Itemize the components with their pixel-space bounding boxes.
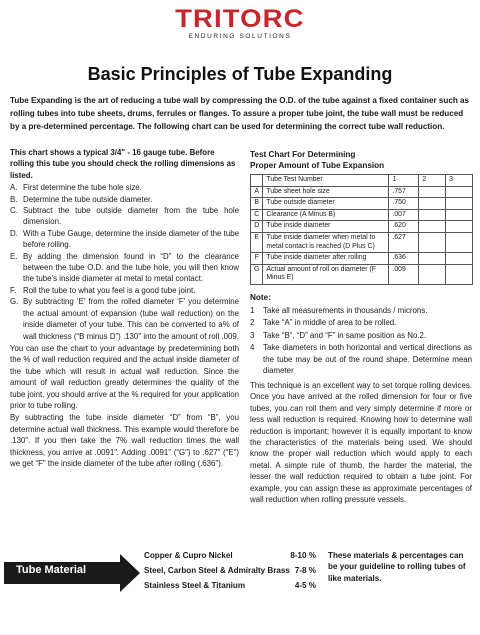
step-letter: D. [10,228,18,238]
row-key: F [251,253,263,265]
note-text: Take diameters in both horizontal and vertical directions as the tube may be out of the round shape. Determine mean diameter [263,343,472,376]
row-value-1: .620 [389,221,419,233]
row-desc: Tube inside diameter [263,221,389,233]
step-letter: F. [10,285,17,295]
row-value-2 [419,221,446,233]
row-value-3 [446,186,473,198]
step-text: First determine the tube hole size. [23,183,142,193]
lead-paragraph: This chart shows a typical 3/4" - 16 gauge tube. Before rolling this tube you should check the rolling dimensions as listed. [10,148,236,180]
material-name: Steel, Carbon Steel & Admiralty Brass [144,566,290,575]
brand-tagline: ENDURING SOLUTIONS [188,33,292,40]
guideline-note: These materials & percentages can be your guideline to rolling tubes of like materials. [328,551,466,583]
header-test-2: 2 [419,175,446,187]
material-name: Stainless Steel & Titanium [144,581,246,590]
row-value-2 [419,209,446,221]
material-row [144,565,316,576]
table-row [251,198,473,210]
table-row [251,232,473,252]
list-item [10,251,239,285]
row-desc: Tube outside diameter [263,198,389,210]
row-value-1: .009 [389,264,419,284]
chart-title [250,149,472,171]
material-row [144,580,316,591]
list-item [250,305,472,317]
row-value-3 [446,209,473,221]
step-text: Roll the tube to what you feel is a good tube joint. [23,285,196,295]
list-item [10,205,239,228]
header-blank [251,175,263,187]
note-number: 3 [250,330,255,340]
step-text: By adding the dimension found in “D” to the clearance between the tube O.D. and the tube hole, you will then know the tube’s inside diameter at metal to metal contact. [23,251,239,284]
material-name: Copper & Cupro Nickel [144,551,233,560]
row-key: C [251,209,263,221]
step-text: Determine the tube outside diameter. [23,194,153,204]
material-percent: 8-10 % [290,551,316,560]
row-desc: Tube inside diameter when metal to metal contact is reached (D Plus C) [263,232,389,252]
table-row [251,209,473,221]
list-item [250,330,472,342]
table-header-row [251,175,473,187]
table-row [251,264,473,284]
step-letter: C. [10,206,18,216]
row-value-1: .627 [389,232,419,252]
list-item [10,296,239,342]
row-desc: Clearance (A Minus B) [263,209,389,221]
page-title: Basic Principles of Tube Expanding [87,64,393,84]
notes-list [250,305,472,377]
technique-paragraph: This technique is an excellent way to set torque rolling devices. Once you have arrived at the rolled dimension for four or five tubes, you can roll them and very simply determine if more or less wall reduction is required. Knowing how to determine wall reduction is important; however it is equally important to know the characteristics of the materials being used. We should know the proper wall reduction which would apply to each metal. A simple rule of thumb, the harder the material, the lesser the wall reduction required to obtain a tube joint. For example, you can assign these as approximate percentages of wall reduction when rolling pressure vessels. [250,380,472,504]
list-item [10,285,239,296]
row-key: D [251,221,263,233]
brand-logo [0,6,480,40]
table-row [251,221,473,233]
row-desc: Actual amount of roll on diameter (F Minus E) [263,264,389,284]
tube-material-section [0,544,480,635]
tube-material-label: Tube Material [16,564,87,576]
note-text: Take “A” in middle of area to be rolled. [263,318,397,328]
row-key: A [251,186,263,198]
row-desc: Tube sheet hole size [263,186,389,198]
row-value-3 [446,253,473,265]
row-value-3 [446,232,473,252]
note-text: Take all measurements in thousands / microns. [263,305,428,315]
header-test-3: 3 [446,175,473,187]
row-value-3 [446,198,473,210]
test-chart-table [250,174,473,285]
step-letter: A. [10,183,18,193]
chart-title-line1: Test Chart For Determining [250,150,356,159]
step-letter: G. [10,297,19,307]
row-key: G [251,264,263,284]
step-letter: B. [10,194,18,204]
note-number: 4 [250,343,255,353]
material-percent: 4-5 % [294,581,316,590]
list-item [250,317,472,329]
note-text: Take “B”, “D” and “F” in same position as No.2. [263,330,427,340]
list-item [10,228,239,251]
row-value-3 [446,221,473,233]
steps-list [10,182,239,342]
row-value-1: .636 [389,253,419,265]
note-heading: Note: [250,292,271,302]
list-item [10,182,239,193]
step-text: Subtract the tube outside diameter from the tube hole dimension. [23,206,239,227]
step-text: By subtracting ‘E’ from the rolled diameter ‘F’ you determine the actual amount of expansion (tube wall reduction) on the inside diameter of your tube. This can be converted to a% of wall thickness (“B minus D”) .130" into the amount of roll .009. [23,297,239,341]
row-value-2 [419,232,446,252]
row-value-3 [446,264,473,284]
list-item [250,342,472,377]
step-letter: E. [10,251,18,261]
brand-name: TRITORC [175,5,305,33]
row-value-2 [419,198,446,210]
material-row [144,550,316,561]
row-value-2 [419,186,446,198]
chart-title-line2: Proper Amount of Tube Expansion [250,161,385,170]
intro-paragraph: Tube Expanding is the art of reducing a tube wall by compressing the O.D. of the tube against a fixed container such as rolling tubes into tube sheets, drums, ferrules or flanges. To assure a proper tube joint, the tube wall must be reduced by a pre-determined percentage. The following chart can be used for determining the correct tube wall reduction. [10,96,470,131]
note-number: 2 [250,318,255,328]
example-paragraph: By subtracting the tube inside diameter “D” from “B”, you determine actual wall thickness. This example would therefore be .130". If you then take the 7% wall reduction times the wall thickness, you arrive at .0091". Adding .0091" (“G") to .627" (“E") we get “F" the inside diameter of the tube after rolling (.636"). [10,413,239,468]
row-value-1: .750 [389,198,419,210]
header-label: Tube Test Number [263,175,389,187]
material-percent: 7-8 % [294,566,316,575]
left-column [10,147,239,469]
advantage-paragraph: You can use the chart to your advantage by predetermining both the % of wall reduction required and the actual inside diameter of the tube which will result in actual wall reduction. Since the amount of wall reduction greatly determines the quality of the tube joint, you should arrive at the % required for your application prior to tube rolling. [10,343,239,410]
row-value-2 [419,264,446,284]
row-desc: Tube inside diameter after rolling [263,253,389,265]
header-test-1: 1 [389,175,419,187]
row-key: B [251,198,263,210]
table-row [251,253,473,265]
table-row [251,186,473,198]
step-text: With a Tube Gauge, determine the inside diameter of the tube before rolling. [23,228,239,250]
right-column [250,149,472,505]
row-key: E [251,232,263,252]
row-value-1: .007 [389,209,419,221]
note-number: 1 [250,305,255,315]
row-value-1: .757 [389,186,419,198]
row-value-2 [419,253,446,265]
list-item [10,194,239,205]
